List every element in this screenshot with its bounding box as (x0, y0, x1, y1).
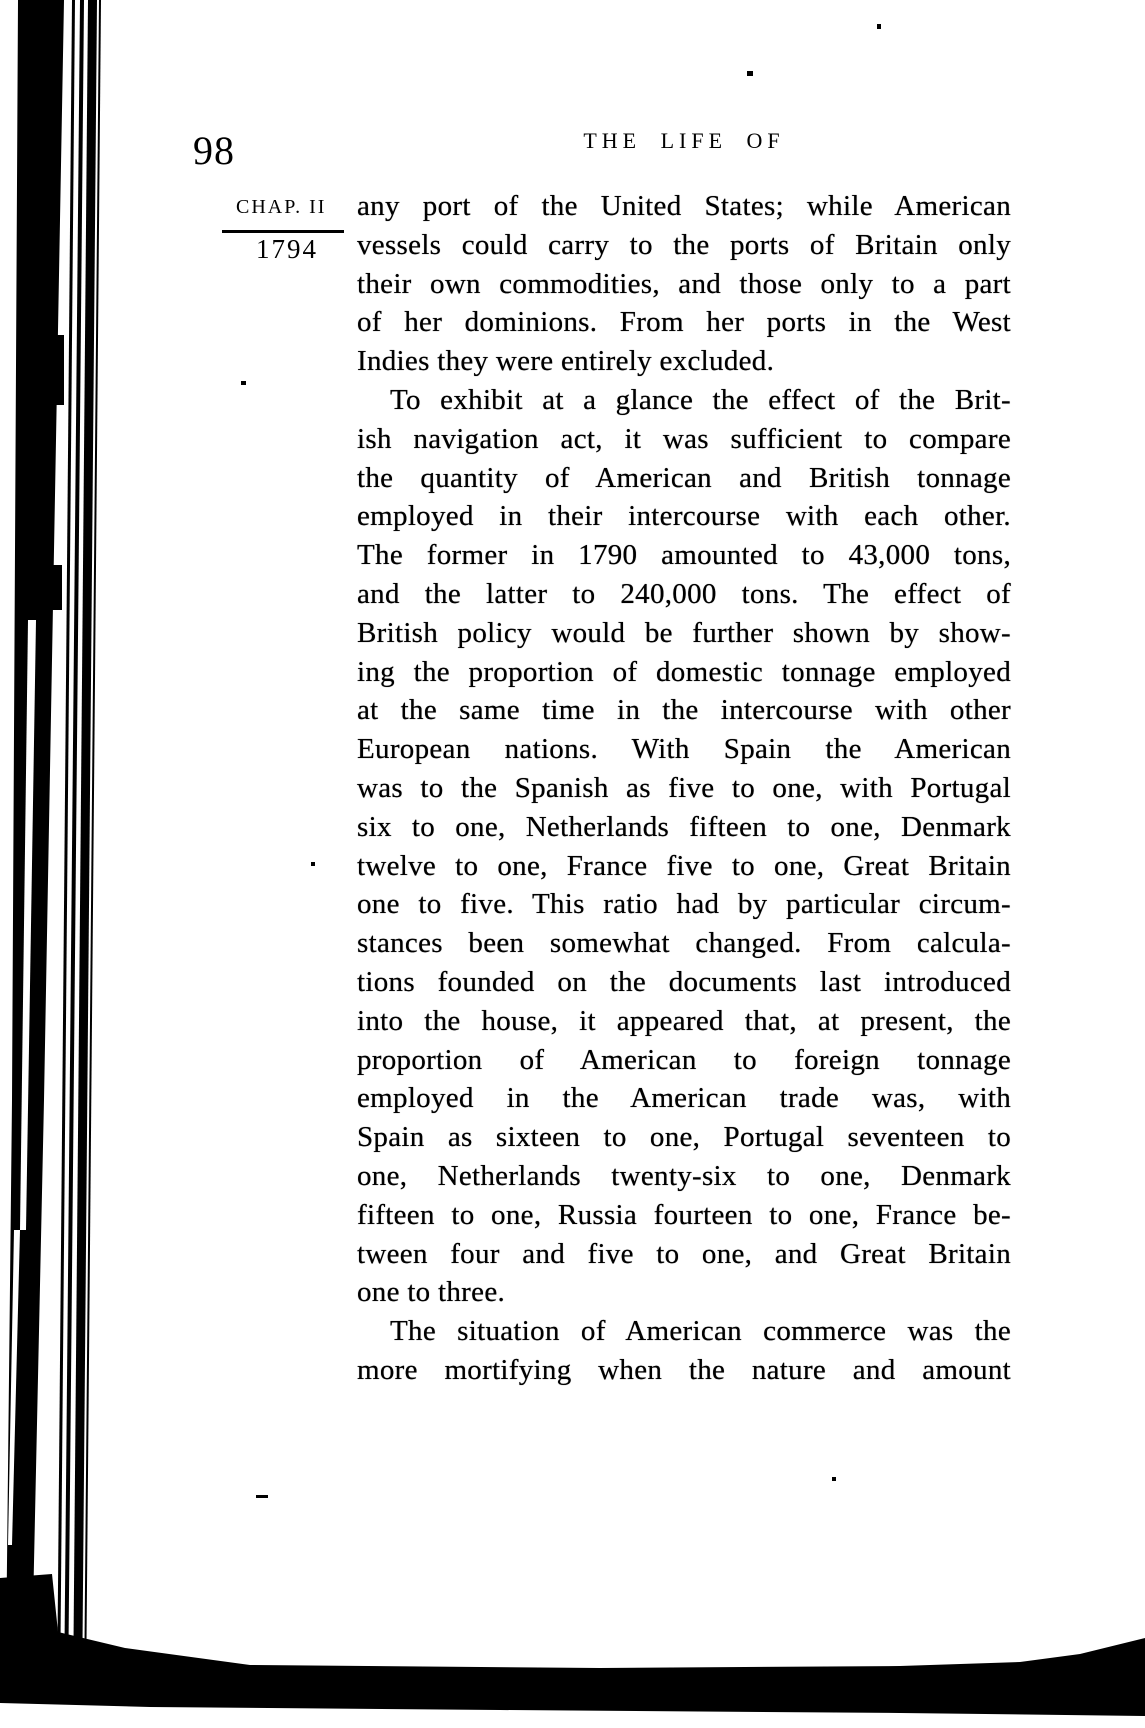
text-line: the quantity of American and British tonnage (357, 461, 1011, 494)
gutter-bridge-mark (52, 565, 62, 610)
text-line: six to one, Netherlands fifteen to one, Denmark (357, 810, 1011, 843)
text-line: and the latter to 240,000 tons. The effect of (357, 577, 1011, 610)
text-line: tween four and five to one, and Great Britain (357, 1237, 1011, 1270)
text-line: vessels could carry to the ports of Britain only (357, 228, 1011, 261)
margin-rule (222, 230, 344, 233)
ink-dash-speck (256, 1495, 268, 1498)
ink-speck (241, 381, 246, 385)
text-line: any port of the United States; while American (357, 190, 1011, 222)
gutter-stripe (84, 0, 101, 1700)
text-line: into the house, it appeared that, at present, the (357, 1004, 1011, 1037)
gutter-bridge-mark (54, 335, 64, 405)
body-text (357, 187, 1011, 1390)
page-number: 98 (193, 128, 235, 173)
text-line: of her dominions. From her ports in the West (357, 306, 1011, 339)
text-line: The situation of American commerce was the (390, 1315, 1011, 1348)
text-line: employed in their intercourse with each other. (357, 500, 1011, 533)
text-line: more mortifying when the nature and amount (357, 1353, 1011, 1386)
ink-speck (832, 1477, 836, 1481)
text-line: was to the Spanish as five to one, with Portugal (357, 771, 1011, 804)
text-line: tions founded on the documents last introduced (357, 965, 1011, 998)
ink-speck (311, 862, 315, 866)
ink-speck (877, 24, 881, 29)
text-line: To exhibit at a glance the effect of the Brit- (390, 383, 1011, 416)
text-line: proportion of American to foreign tonnage (357, 1043, 1011, 1076)
year-label: 1794 (256, 234, 318, 264)
chapter-label: CHAP. II (236, 196, 327, 218)
text-line: one, Netherlands twenty-six to one, Denmark (357, 1159, 1011, 1192)
text-line: twelve to one, France five to one, Great Britain (357, 849, 1011, 882)
text-line: ish navigation act, it was sufficient to compare (357, 422, 1011, 455)
text-line: ing the proportion of domestic tonnage employed (357, 655, 1011, 688)
text-line: Indies they were entirely excluded. (357, 345, 775, 378)
text-line: their own commodities, and those only to a part (357, 267, 1011, 300)
gutter-white-slash (8, 1230, 20, 1545)
text-line: fifteen to one, Russia fourteen to one, France be- (357, 1198, 1011, 1231)
gutter-scan-artifact (0, 0, 130, 1728)
text-line: British policy would be further shown by show- (357, 616, 1011, 649)
text-line: The former in 1790 amounted to 43,000 tons, (357, 539, 1011, 572)
gutter-stripe (64, 0, 84, 1700)
gutter-stripe (73, 0, 97, 1700)
gutter-stripe (57, 0, 75, 1700)
gutter-white-slash (20, 620, 36, 1230)
text-line: stances been somewhat changed. From calcula- (357, 927, 1011, 960)
text-line: at the same time in the intercourse with other (357, 694, 1011, 727)
text-line: European nations. With Spain the American (357, 733, 1011, 766)
gutter-shadow-band (6, 0, 64, 1655)
text-line: Spain as sixteen to one, Portugal seventeen to (357, 1121, 1011, 1154)
text-line: employed in the American trade was, with (357, 1082, 1011, 1115)
text-line: one to three. (357, 1276, 506, 1309)
text-line: one to five. This ratio had by particular circum- (357, 888, 1011, 921)
running-head: THE LIFE OF (583, 128, 785, 153)
ink-speck (747, 71, 753, 76)
